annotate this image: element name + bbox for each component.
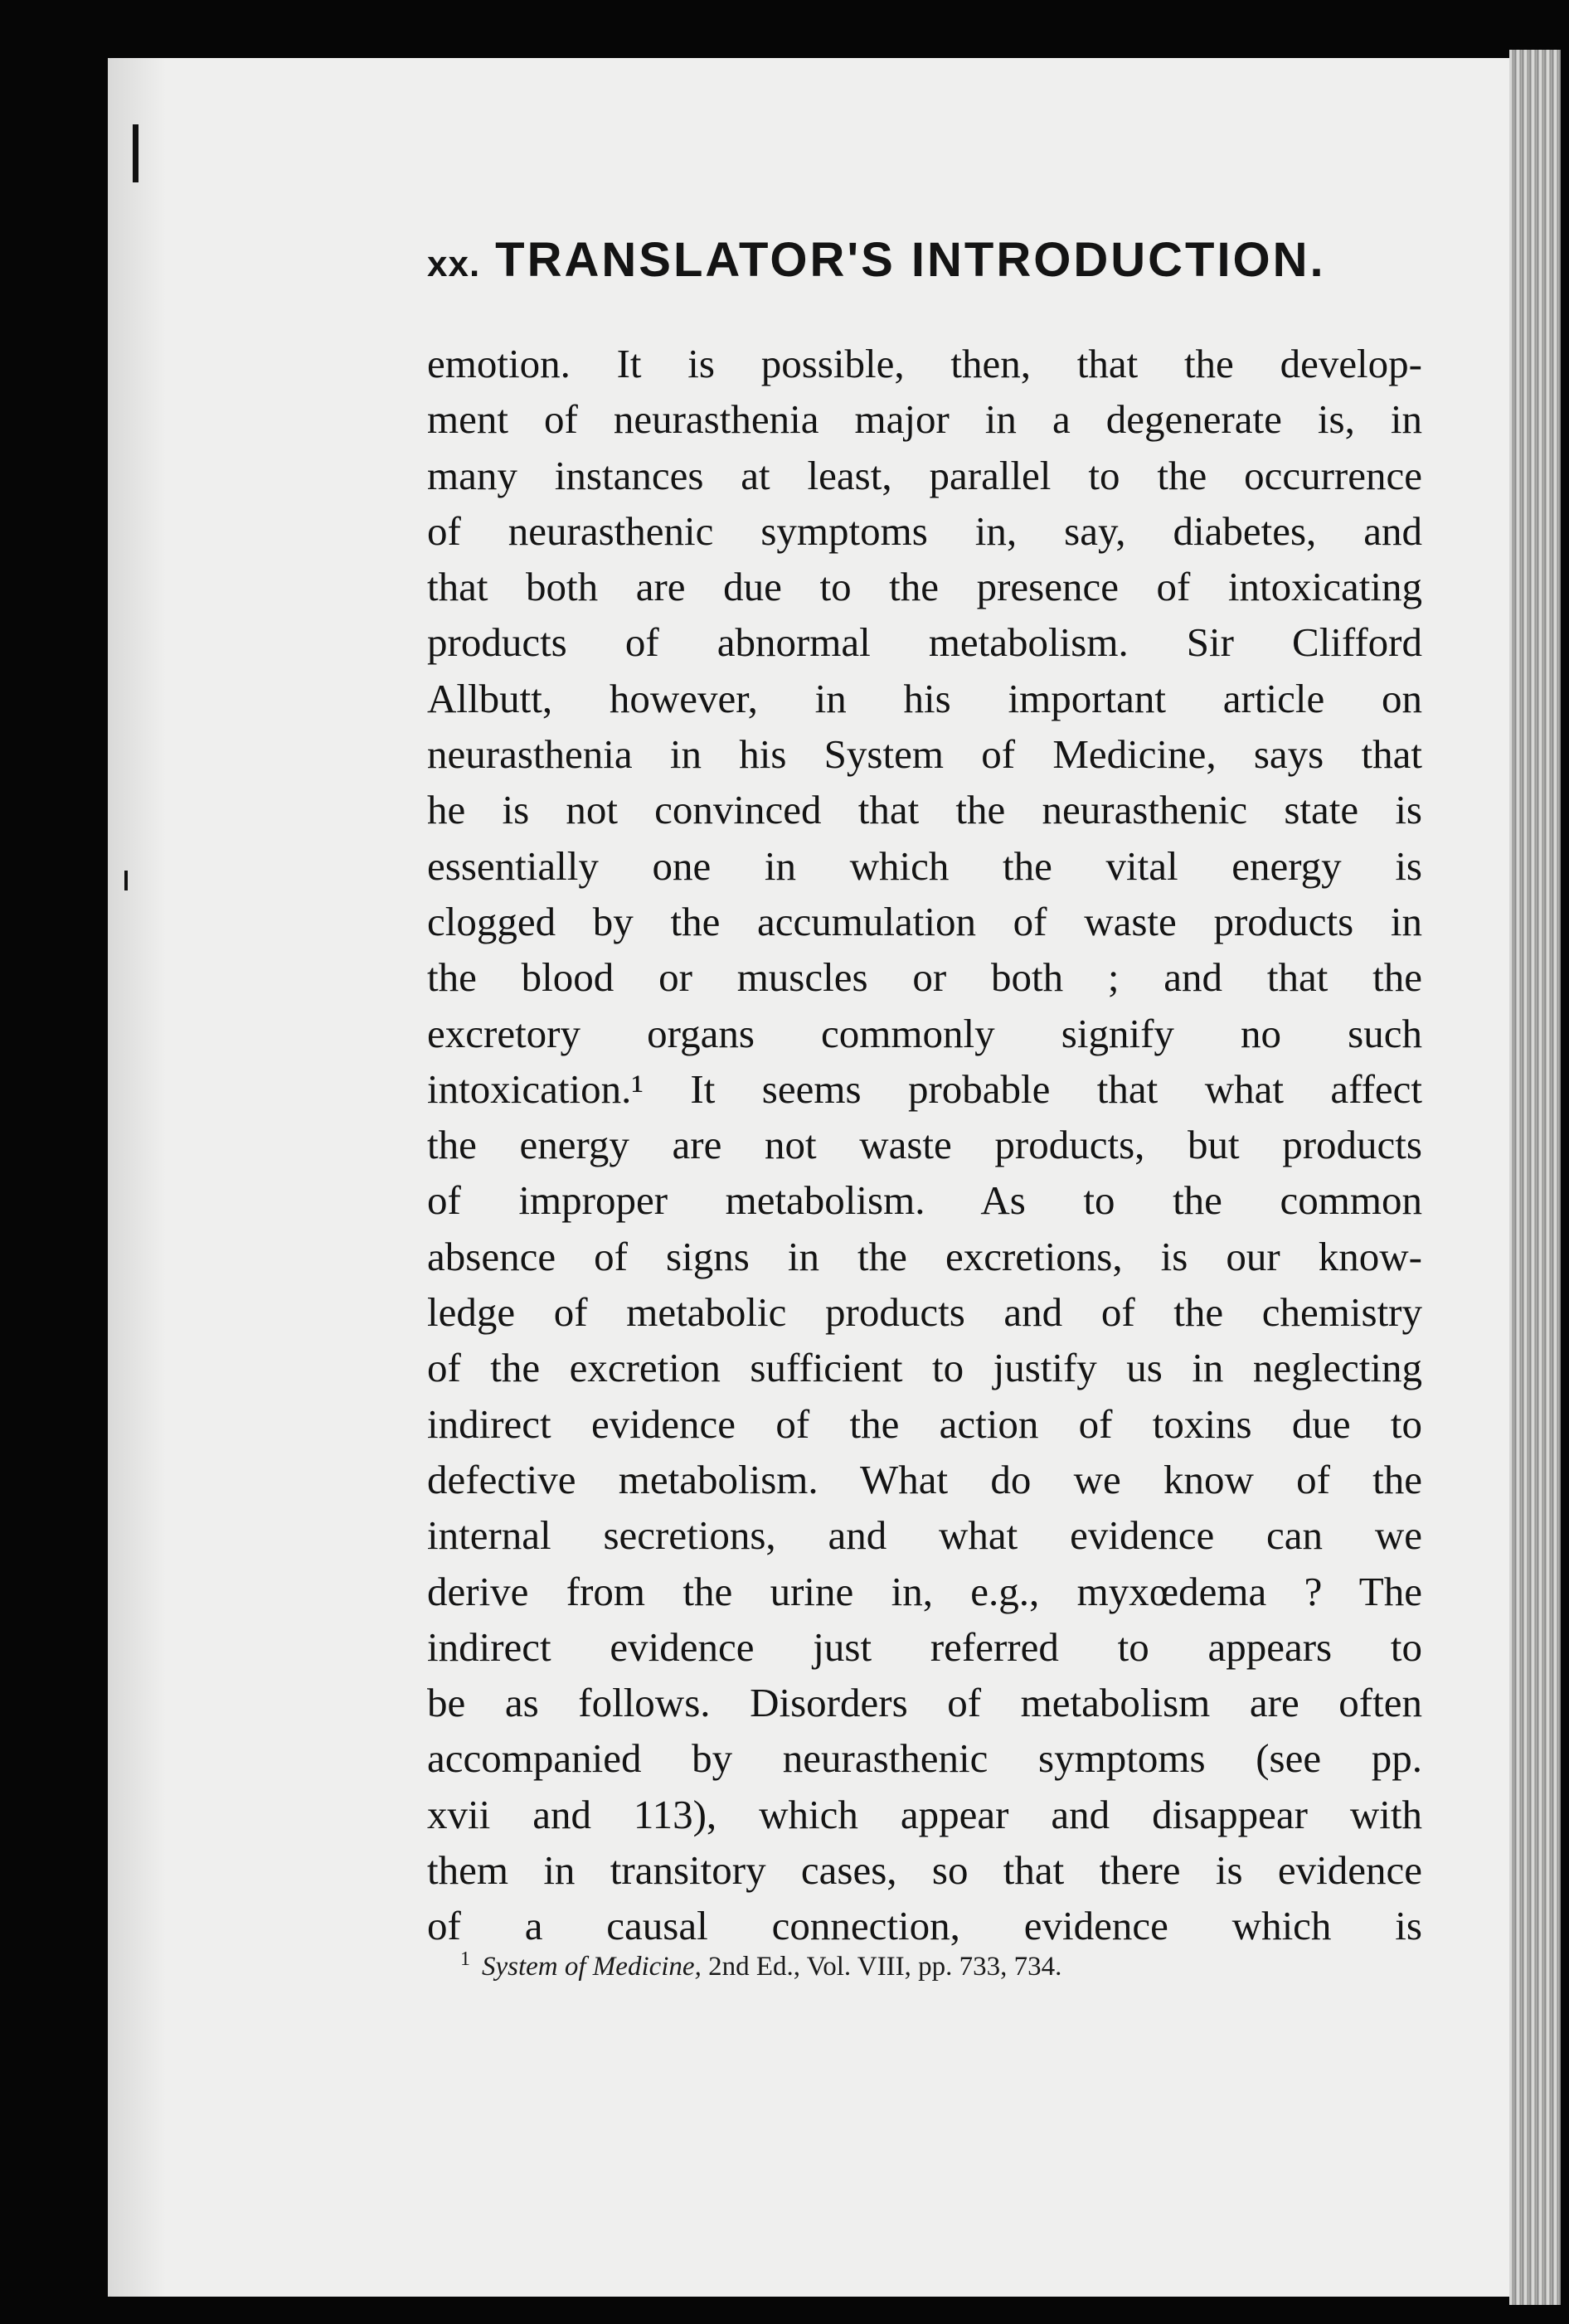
text-line: that both are due to the presence of intoxicating: [427, 564, 1422, 610]
page-gutter-shadow: [108, 58, 166, 2297]
text-line: indirect evidence just referred to appears to: [427, 1623, 1422, 1670]
text-line: ment of neurasthenia major in a degenerate is, in: [427, 396, 1422, 443]
text-line: of a causal connection, evidence which is: [427, 1903, 1422, 1949]
running-head: [427, 232, 1422, 288]
footnote-citation: 2nd Ed., Vol. VIII, pp. 733, 734.: [701, 1952, 1062, 1982]
text-line: emotion. It is possible, then, that the develop-: [427, 341, 1422, 386]
text-line: of the excretion sufficient to justify us in neglecting: [427, 1345, 1422, 1391]
text-line: excretory organs commonly signify no such: [427, 1010, 1422, 1056]
text-line: indirect evidence of the action of toxins due to: [427, 1400, 1422, 1447]
text-line: products of abnormal metabolism. Sir Clifford: [427, 619, 1422, 666]
text-line: of improper metabolism. As to the common: [427, 1177, 1422, 1224]
text-line: defective metabolism. What do we know of the: [427, 1456, 1422, 1502]
text-line: clogged by the accumulation of waste products in: [427, 898, 1422, 944]
text-line: many instances at least, parallel to the occurrence: [427, 452, 1422, 498]
body-text: [427, 336, 1422, 1954]
text-line: neurasthenia in his System of Medicine, says that: [427, 731, 1422, 778]
text-line: the blood or muscles or both ; and that the: [427, 954, 1422, 1001]
text-line: xvii and 113), which appear and disappear with: [427, 1791, 1422, 1837]
footnote-title: System of Medicine,: [482, 1952, 702, 1982]
footnote-marker: 1: [460, 1948, 470, 1970]
text-line: be as follows. Disorders of metabolism are often: [427, 1680, 1422, 1726]
page-stack-edge: [1509, 50, 1561, 2305]
text-line: ledge of metabolic products and of the chemistry: [427, 1289, 1422, 1336]
text-line: derive from the urine in, e.g., myxœdema ? The: [427, 1568, 1422, 1614]
text-line: essentially one in which the vital energy is: [427, 842, 1422, 889]
text-line: internal secretions, and what evidence can we: [427, 1512, 1422, 1559]
text-line: of neurasthenic symptoms in, say, diabetes, and: [427, 507, 1422, 554]
scan-mark-1: [133, 124, 138, 182]
text-line: absence of signs in the excretions, is our know-: [427, 1233, 1422, 1279]
text-line: the energy are not waste products, but products: [427, 1122, 1422, 1168]
page-number: xx.: [427, 244, 481, 284]
text-line: them in transitory cases, so that there is evidence: [427, 1847, 1422, 1894]
text-line: accompanied by neurasthenic symptoms (see pp.: [427, 1735, 1422, 1782]
footnote: [460, 1948, 1290, 1982]
chapter-title: TRANSLATOR'S INTRODUCTION.: [495, 233, 1326, 287]
text-line: intoxication.¹ It seems probable that what affect: [427, 1065, 1422, 1112]
scan-mark-2: [124, 871, 128, 890]
text-line: he is not convinced that the neurasthenic state is: [427, 787, 1422, 833]
text-line: Allbutt, however, in his important article on: [427, 675, 1422, 721]
